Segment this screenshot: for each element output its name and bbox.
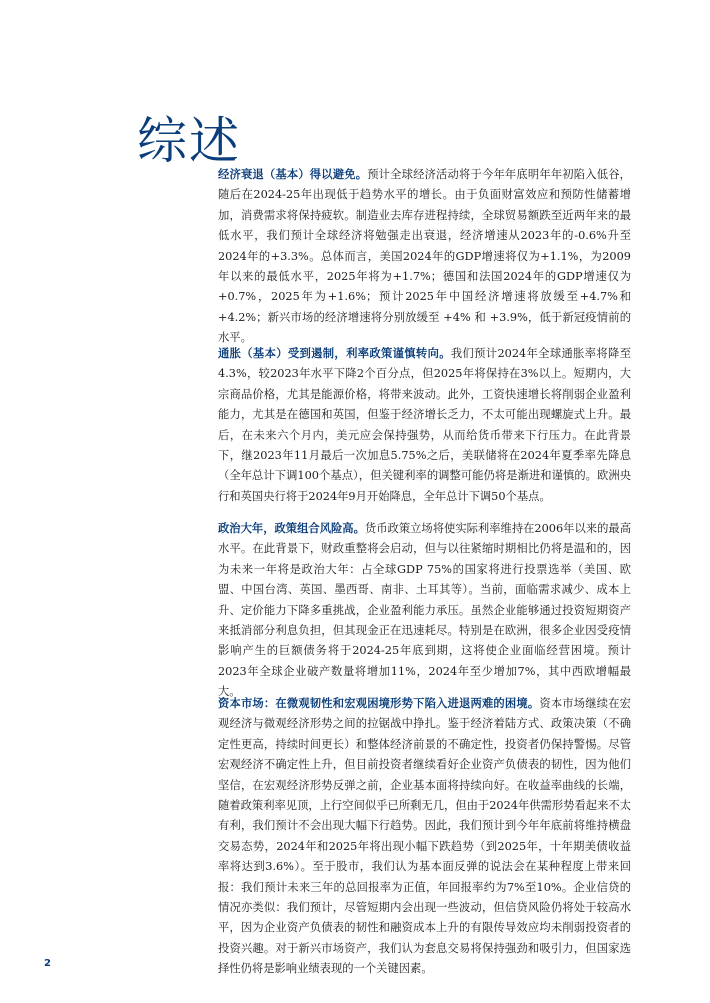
section-heading: 经济衰退（基本）得以避免。: [218, 168, 368, 181]
section-body: 资本市场继续在宏观经济与微观经济形势之间的拉锯战中挣扎。鉴于经济着陆方式、政策决策（不确定性更高，持续时间更长）和整体经济前景的不确定性，投资者仍保持警惕。尽管宏观经济不确定性上升，但目前投资者继续看好企业资产负债表的韧性，因为他们坚信，在宏观经济形势反弹之前，企业基本面将持续向好。在收益率曲线的长端，随着政策利率见顶，上行空间似乎已所剩无几，但由于2024年供需形势看起来不太有利，我们预计不会出现大幅下行趋势。因此，我们预计到今年年底前将维持横盘交易态势，2024年和2025年将出现小幅下跌趋势（到2025年，十年期美债收益率将达到3.6%）。至于股市，我们认为基本面反弹的说法会在某种程度上带来回报：我们预计未来三年的总回报率为正值，年回报率约为7%至10%。企业信贷的情况亦类似：我们预计，尽管短期内会出现一些波动，但信贷风险仍将处于较高水平，因为企业资产负债表的韧性和融资成本上升的有限传导效应均未削弱投资者的投资兴趣。对于新兴市场资产，我们认为套息交易将保持强劲和吸引力，但国家选择性仍将是影响业绩表现的一个关键因素。: [218, 697, 631, 976]
page-title: 综述: [137, 111, 241, 170]
section-inflation: [218, 344, 631, 507]
section-heading: 政治大年，政策组合风险高。: [218, 522, 365, 535]
section-body: 我们预计2024年全球通胀率将降至4.3%，较2023年水平下降2个百分点，但2025年将保持在3%以上。短期内，大宗商品价格，尤其是能源价格，将带来波动。此外，工资快速增长将削弱企业盈利能力，尤其是在德国和英国，但鉴于经济增长乏力，不太可能出现螺旋式上升。最后，在未来六个月内，美元应会保持强势，从而给货币带来下行压力。在此背景下，继2023年11月最后一次加息5.75%之后，美联储将在2024年夏季率先降息（全年总计下调100个基点），但关键利率的调整可能仍将是渐进和谨慎的。欧洲央行和英国央行将于2024年9月开始降息，全年总计下调50个基点。: [218, 347, 631, 503]
page-number: 2: [44, 958, 51, 969]
section-capital-markets: [218, 694, 631, 980]
section-paragraph: [218, 694, 631, 980]
section-paragraph: [218, 165, 631, 349]
section-recession: [218, 165, 631, 349]
section-heading: 资本市场：在微观韧性和宏观困境形势下陷入进退两难的困境。: [218, 697, 540, 710]
section-body: 预计全球经济活动将于今年年底明年年初陷入低谷，随后在2024-25年出现低于趋势水平的增长。由于负面财富效应和预防性储蓄增加，消费需求将保持疲软。制造业去库存进程持续，全球贸易额跌至近两年来的最低水平，我们预计全球经济将勉强走出衰退，经济增速从2023年的-0.6%升至2024年的+3.3%。总体而言，美国2024年的GDP增速将仅为+1.1%，为2009年以来的最低水平，2025年将为+1.7%；德国和法国2024年的GDP增速仅为+0.7%，2025年为+1.6%；预计2025年中国经济增速将放缓至+4.7%和+4.2%；新兴市场的经济增速将分别放缓至 +4% 和 +3.9%，低于新冠疫情前的水平。: [218, 168, 631, 345]
section-body: 货币政策立场将使实际利率维持在2006年以来的最高水平。在此背景下，财政重整将会启动，但与以往紧缩时期相比仍将是温和的，因为未来一年将是政治大年：占全球GDP 75%的国家将进行投票选举（美国、欧盟、中国台湾、英国、墨西哥、南非、土耳其等）。当前，面临需求减少、成本上升、定价能力下降多重挑战，企业盈利能力承压。虽然企业能够通过投资短期资产来抵消部分利息负担，但其现金正在迅速耗尽。特别是在欧洲，很多企业因受疫情影响产生的巨额债务将于2024-25年底到期，这将使企业面临经营困境。预计2023年全球企业破产数量将增加11%，2024年至少增加7%，其中西欧增幅最大。: [218, 522, 631, 699]
section-paragraph: [218, 344, 631, 507]
section-politics: [218, 519, 631, 703]
section-heading: 通胀（基本）受到遏制，利率政策谨慎转向。: [218, 347, 451, 360]
section-paragraph: [218, 519, 631, 703]
